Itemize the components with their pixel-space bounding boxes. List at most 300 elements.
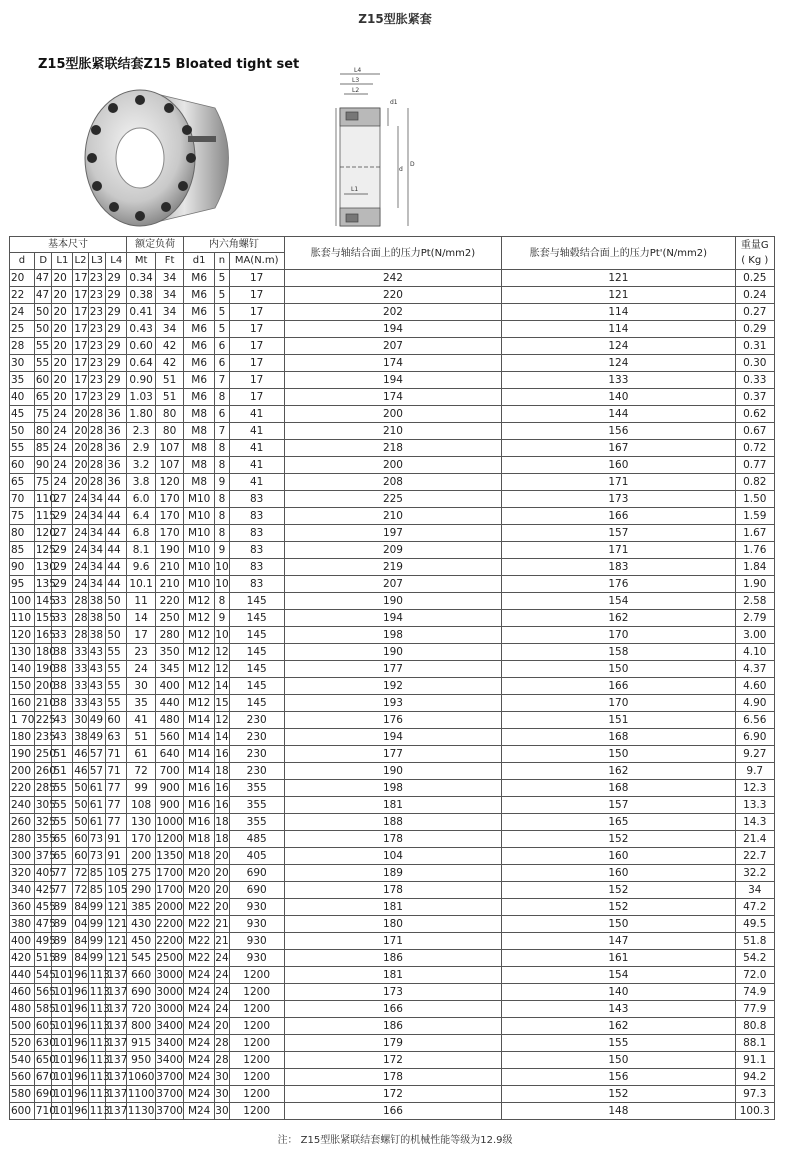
table-cell: 140 [10, 661, 35, 678]
table-cell: 220 [10, 780, 35, 797]
table-cell: 83 [229, 559, 284, 576]
table-cell: 44 [106, 491, 127, 508]
table-cell: 38 [88, 627, 106, 644]
table-cell: 137 [106, 1001, 127, 1018]
table-cell: 89 [52, 916, 73, 933]
table-cell: 430 [127, 916, 156, 933]
table-cell: 235 [34, 729, 52, 746]
table-cell: 28 [88, 423, 106, 440]
table-cell: 77 [106, 797, 127, 814]
table-cell: 8 [215, 440, 230, 457]
table-cell: 33 [73, 678, 89, 695]
table-row [10, 950, 775, 967]
table-cell: 425 [34, 882, 52, 899]
table-cell: 6.4 [127, 508, 156, 525]
table-cell: 45 [10, 406, 35, 423]
table-cell: 90 [34, 457, 52, 474]
table-row [10, 389, 775, 406]
table-cell: 0.38 [127, 287, 156, 304]
table-cell: 12 [215, 644, 230, 661]
table-cell: 24 [127, 661, 156, 678]
table-cell: 170 [156, 508, 184, 525]
table-cell: 280 [156, 627, 184, 644]
table-cell: 240 [10, 797, 35, 814]
table-cell: 24 [52, 423, 73, 440]
table-cell: 38 [52, 695, 73, 712]
subheader-cell: n [215, 253, 230, 270]
table-cell: 35 [127, 695, 156, 712]
table-cell: 930 [229, 899, 284, 916]
table-cell: 560 [156, 729, 184, 746]
table-cell: 84 [73, 933, 89, 950]
table-cell: 38 [88, 593, 106, 610]
table-cell: 500 [10, 1018, 35, 1035]
table-cell: 176 [502, 576, 735, 593]
table-row [10, 831, 775, 848]
table-cell: 83 [229, 508, 284, 525]
table-cell: 145 [229, 695, 284, 712]
table-cell: 0.77 [735, 457, 774, 474]
table-cell: 180 [284, 916, 502, 933]
table-cell: 355 [229, 814, 284, 831]
table-cell: 2200 [156, 916, 184, 933]
table-cell: 6.0 [127, 491, 156, 508]
table-cell: M6 [184, 270, 215, 287]
table-cell: 110 [34, 491, 52, 508]
table-cell: 162 [502, 1018, 735, 1035]
table-row [10, 763, 775, 780]
table-cell: 17 [127, 627, 156, 644]
table-cell: 3.8 [127, 474, 156, 491]
table-cell: 113 [88, 1103, 106, 1120]
table-cell: 1.59 [735, 508, 774, 525]
table-cell: 44 [106, 576, 127, 593]
table-cell: 2200 [156, 933, 184, 950]
table-cell: 14 [127, 610, 156, 627]
table-cell: 114 [502, 321, 735, 338]
table-cell: 100 [10, 593, 35, 610]
table-cell: 46 [73, 763, 89, 780]
table-cell: 75 [10, 508, 35, 525]
table-cell: 197 [284, 525, 502, 542]
table-row [10, 491, 775, 508]
table-cell: 161 [502, 950, 735, 967]
table-cell: 44 [106, 508, 127, 525]
table-cell: 121 [106, 933, 127, 950]
table-row [10, 984, 775, 1001]
table-cell: 54.2 [735, 950, 774, 967]
table-cell: 41 [229, 406, 284, 423]
table-cell: 210 [284, 508, 502, 525]
table-cell: 8 [215, 491, 230, 508]
table-cell: 34 [156, 304, 184, 321]
table-cell: 565 [34, 984, 52, 1001]
table-cell: 29 [106, 321, 127, 338]
table-cell: 156 [502, 1069, 735, 1086]
table-cell: M24 [184, 1035, 215, 1052]
table-cell: 275 [127, 865, 156, 882]
table-cell: 61 [88, 780, 106, 797]
table-cell: M16 [184, 780, 215, 797]
table-cell: 6.90 [735, 729, 774, 746]
table-cell: 930 [229, 950, 284, 967]
table-cell: M22 [184, 899, 215, 916]
table-cell: 85 [88, 865, 106, 882]
table-cell: 14 [215, 678, 230, 695]
table-cell: 107 [156, 440, 184, 457]
table-cell: M14 [184, 763, 215, 780]
table-cell: 190 [34, 661, 52, 678]
table-cell: 194 [284, 610, 502, 627]
table-cell: 38 [73, 729, 89, 746]
table-cell: 167 [502, 440, 735, 457]
table-cell: 43 [88, 695, 106, 712]
table-cell: 13.3 [735, 797, 774, 814]
table-cell: 23 [88, 270, 106, 287]
table-cell: 99 [88, 933, 106, 950]
table-cell: 5 [215, 287, 230, 304]
table-cell: 29 [52, 542, 73, 559]
table-cell: 50 [106, 627, 127, 644]
table-cell: 160 [502, 848, 735, 865]
table-row [10, 695, 775, 712]
table-cell: M6 [184, 321, 215, 338]
table-cell: 99 [127, 780, 156, 797]
table-cell: 148 [502, 1103, 735, 1120]
table-cell: 1350 [156, 848, 184, 865]
table-cell: 34 [88, 491, 106, 508]
table-cell: M12 [184, 627, 215, 644]
table-cell: 355 [229, 780, 284, 797]
table-cell: 101 [52, 1001, 73, 1018]
table-cell: 1.67 [735, 525, 774, 542]
table-cell: 10 [215, 627, 230, 644]
table-cell: 70 [10, 491, 35, 508]
table-cell: 495 [34, 933, 52, 950]
table-cell: 83 [229, 525, 284, 542]
table-cell: 12 [215, 712, 230, 729]
table-cell: M8 [184, 474, 215, 491]
table-cell: 57 [88, 746, 106, 763]
table-cell: 41 [127, 712, 156, 729]
table-cell: 225 [284, 491, 502, 508]
table-cell: 720 [127, 1001, 156, 1018]
table-cell: 121 [106, 899, 127, 916]
table-cell: 170 [502, 627, 735, 644]
table-cell: 20 [215, 865, 230, 882]
table-cell: 24 [52, 457, 73, 474]
table-cell: 107 [156, 457, 184, 474]
table-cell: 77 [52, 882, 73, 899]
table-row [10, 270, 775, 287]
table-cell: 700 [156, 763, 184, 780]
table-cell: 20 [52, 321, 73, 338]
table-cell: 0.72 [735, 440, 774, 457]
table-cell: M22 [184, 933, 215, 950]
table-cell: 690 [127, 984, 156, 1001]
table-cell: 55 [52, 780, 73, 797]
table-cell: 24 [73, 508, 89, 525]
table-cell: 0.37 [735, 389, 774, 406]
table-cell: 85 [10, 542, 35, 559]
table-row [10, 712, 775, 729]
table-cell: 200 [34, 678, 52, 695]
table-cell: 165 [502, 814, 735, 831]
table-cell: 208 [284, 474, 502, 491]
table-cell: 150 [502, 746, 735, 763]
table-cell: 137 [106, 1035, 127, 1052]
table-cell: 385 [127, 899, 156, 916]
table-cell: M20 [184, 865, 215, 882]
table-cell: 3400 [156, 1035, 184, 1052]
table-cell: 3000 [156, 984, 184, 1001]
table-cell: 130 [34, 559, 52, 576]
table-cell: 580 [10, 1086, 35, 1103]
table-cell: M22 [184, 916, 215, 933]
table-cell: 17 [73, 372, 89, 389]
table-cell: 35 [10, 372, 35, 389]
table-cell: M10 [184, 576, 215, 593]
table-cell: 80 [34, 423, 52, 440]
table-cell: 155 [34, 610, 52, 627]
table-cell: 137 [106, 1018, 127, 1035]
table-cell: 42 [156, 355, 184, 372]
table-cell: 1200 [229, 1086, 284, 1103]
table-cell: 1700 [156, 882, 184, 899]
table-row [10, 644, 775, 661]
table-cell: 145 [34, 593, 52, 610]
table-cell: 17 [73, 355, 89, 372]
table-cell: 24 [73, 576, 89, 593]
table-cell: M16 [184, 797, 215, 814]
table-cell: M10 [184, 559, 215, 576]
table-cell: 89 [52, 933, 73, 950]
table-cell: 200 [284, 406, 502, 423]
table-cell: 11 [127, 593, 156, 610]
table-cell: 49 [88, 712, 106, 729]
table-cell: M6 [184, 355, 215, 372]
table-cell: 137 [106, 1086, 127, 1103]
table-cell: 91 [106, 848, 127, 865]
table-cell: 0.67 [735, 423, 774, 440]
table-cell: M6 [184, 338, 215, 355]
table-cell: 23 [88, 389, 106, 406]
table-cell: 29 [106, 389, 127, 406]
table-cell: 160 [10, 695, 35, 712]
table-cell: M8 [184, 423, 215, 440]
table-cell: 96 [73, 1001, 89, 1018]
table-cell: 65 [34, 389, 52, 406]
table-cell: 33 [73, 644, 89, 661]
table-cell: 99 [88, 916, 106, 933]
table-cell: 55 [52, 797, 73, 814]
table-cell: 23 [88, 321, 106, 338]
table-cell: 30 [215, 1103, 230, 1120]
table-cell: 24 [215, 950, 230, 967]
table-cell: 151 [502, 712, 735, 729]
table-cell: 152 [502, 1086, 735, 1103]
table-cell: 113 [88, 967, 106, 984]
table-cell: 41 [229, 440, 284, 457]
table-cell: 181 [284, 967, 502, 984]
dim-label-D: D [410, 161, 415, 168]
table-row [10, 321, 775, 338]
table-cell: 360 [10, 899, 35, 916]
table-cell: 0.82 [735, 474, 774, 491]
table-cell: 83 [229, 542, 284, 559]
table-cell: 480 [10, 1001, 35, 1018]
table-cell: 440 [10, 967, 35, 984]
header-pt2: 胀套与轴毂结合面上的压力Pt'(N/mm2) [502, 237, 735, 270]
table-cell: 47 [34, 287, 52, 304]
table-cell: M10 [184, 491, 215, 508]
table-cell: 2500 [156, 950, 184, 967]
table-cell: M6 [184, 287, 215, 304]
table-cell: 30 [215, 1086, 230, 1103]
table-cell: 0.33 [735, 372, 774, 389]
table-cell: 18 [215, 763, 230, 780]
table-cell: 520 [10, 1035, 35, 1052]
table-cell: 34 [88, 559, 106, 576]
table-cell: 640 [156, 746, 184, 763]
table-cell: 17 [73, 270, 89, 287]
table-cell: 105 [106, 882, 127, 899]
table-cell: M24 [184, 967, 215, 984]
table-cell: 1000 [156, 814, 184, 831]
table-cell: 355 [229, 797, 284, 814]
table-cell: 30 [73, 712, 89, 729]
table-row [10, 542, 775, 559]
table-cell: 28 [73, 610, 89, 627]
table-cell: 670 [34, 1069, 52, 1086]
table-cell: 30 [215, 1069, 230, 1086]
table-cell: 190 [156, 542, 184, 559]
table-cell: 8 [215, 525, 230, 542]
table-cell: 9 [215, 474, 230, 491]
table-cell: 585 [34, 1001, 52, 1018]
table-cell: 174 [284, 389, 502, 406]
table-cell: 605 [34, 1018, 52, 1035]
table-row [10, 423, 775, 440]
table-cell: 225 [34, 712, 52, 729]
table-cell: 33 [52, 610, 73, 627]
product-title: Z15型胀紧联结套Z15 Bloated tight set [38, 57, 300, 72]
table-cell: 100.3 [735, 1103, 774, 1120]
table-cell: 47.2 [735, 899, 774, 916]
table-row [10, 729, 775, 746]
table-cell: M24 [184, 1001, 215, 1018]
table-cell: 33 [52, 593, 73, 610]
table-cell: 143 [502, 1001, 735, 1018]
table-row [10, 780, 775, 797]
table-cell: 8 [215, 457, 230, 474]
table-cell: 285 [34, 780, 52, 797]
table-cell: 6 [215, 338, 230, 355]
table-cell: 4.10 [735, 644, 774, 661]
table-cell: 1060 [127, 1069, 156, 1086]
table-cell: 14 [215, 729, 230, 746]
table-cell: M14 [184, 746, 215, 763]
table-cell: 690 [34, 1086, 52, 1103]
table-cell: 5 [215, 321, 230, 338]
table-cell: 7 [215, 372, 230, 389]
table-cell: 101 [52, 1035, 73, 1052]
table-cell: 485 [229, 831, 284, 848]
table-cell: 290 [127, 882, 156, 899]
table-cell: 1700 [156, 865, 184, 882]
table-cell: 170 [502, 695, 735, 712]
table-cell: 29 [106, 287, 127, 304]
table-row [10, 746, 775, 763]
table-cell: 61 [88, 814, 106, 831]
table-cell: 150 [502, 661, 735, 678]
table-cell: M12 [184, 610, 215, 627]
table-row [10, 1035, 775, 1052]
table-cell: 20 [215, 848, 230, 865]
header-rated-load: 额定负荷 [127, 237, 184, 253]
table-cell: 202 [284, 304, 502, 321]
table-cell: 192 [284, 678, 502, 695]
table-cell: 101 [52, 967, 73, 984]
table-row [10, 474, 775, 491]
table-cell: 1200 [229, 1052, 284, 1069]
table-cell: 3000 [156, 1001, 184, 1018]
table-cell: 171 [284, 933, 502, 950]
table-cell: 44 [106, 559, 127, 576]
table-cell: 125 [34, 542, 52, 559]
table-cell: 17 [229, 321, 284, 338]
table-cell: 3700 [156, 1103, 184, 1120]
dim-label-l2: L2 [352, 87, 360, 94]
dim-label-d1: d1 [390, 99, 398, 106]
table-cell: M20 [184, 882, 215, 899]
table-cell: 55 [34, 338, 52, 355]
table-cell: 83 [229, 576, 284, 593]
table-cell: 33 [73, 695, 89, 712]
table-cell: 1200 [229, 1001, 284, 1018]
table-row [10, 916, 775, 933]
table-cell: 250 [156, 610, 184, 627]
table-cell: 176 [284, 712, 502, 729]
table-cell: 1200 [229, 1035, 284, 1052]
table-cell: 145 [229, 610, 284, 627]
table-row [10, 525, 775, 542]
table-cell: 34 [88, 525, 106, 542]
table-cell: 0.64 [127, 355, 156, 372]
table-cell: 194 [284, 372, 502, 389]
table-cell: 101 [52, 984, 73, 1001]
table-cell: 0.43 [127, 321, 156, 338]
table-cell: 0.25 [735, 270, 774, 287]
table-cell: 170 [127, 831, 156, 848]
table-cell: 545 [34, 967, 52, 984]
table-cell: 28 [88, 406, 106, 423]
table-row [10, 508, 775, 525]
table-cell: 181 [284, 797, 502, 814]
table-cell: 101 [52, 1103, 73, 1120]
table-cell: 475 [34, 916, 52, 933]
table-cell: 380 [10, 916, 35, 933]
table-cell: 38 [52, 678, 73, 695]
table-cell: 36 [106, 423, 127, 440]
table-cell: 43 [88, 678, 106, 695]
table-cell: 930 [229, 916, 284, 933]
table-cell: 43 [88, 661, 106, 678]
table-cell: 50 [106, 593, 127, 610]
table-cell: 198 [284, 627, 502, 644]
table-cell: 145 [229, 661, 284, 678]
technical-drawing [318, 66, 428, 231]
